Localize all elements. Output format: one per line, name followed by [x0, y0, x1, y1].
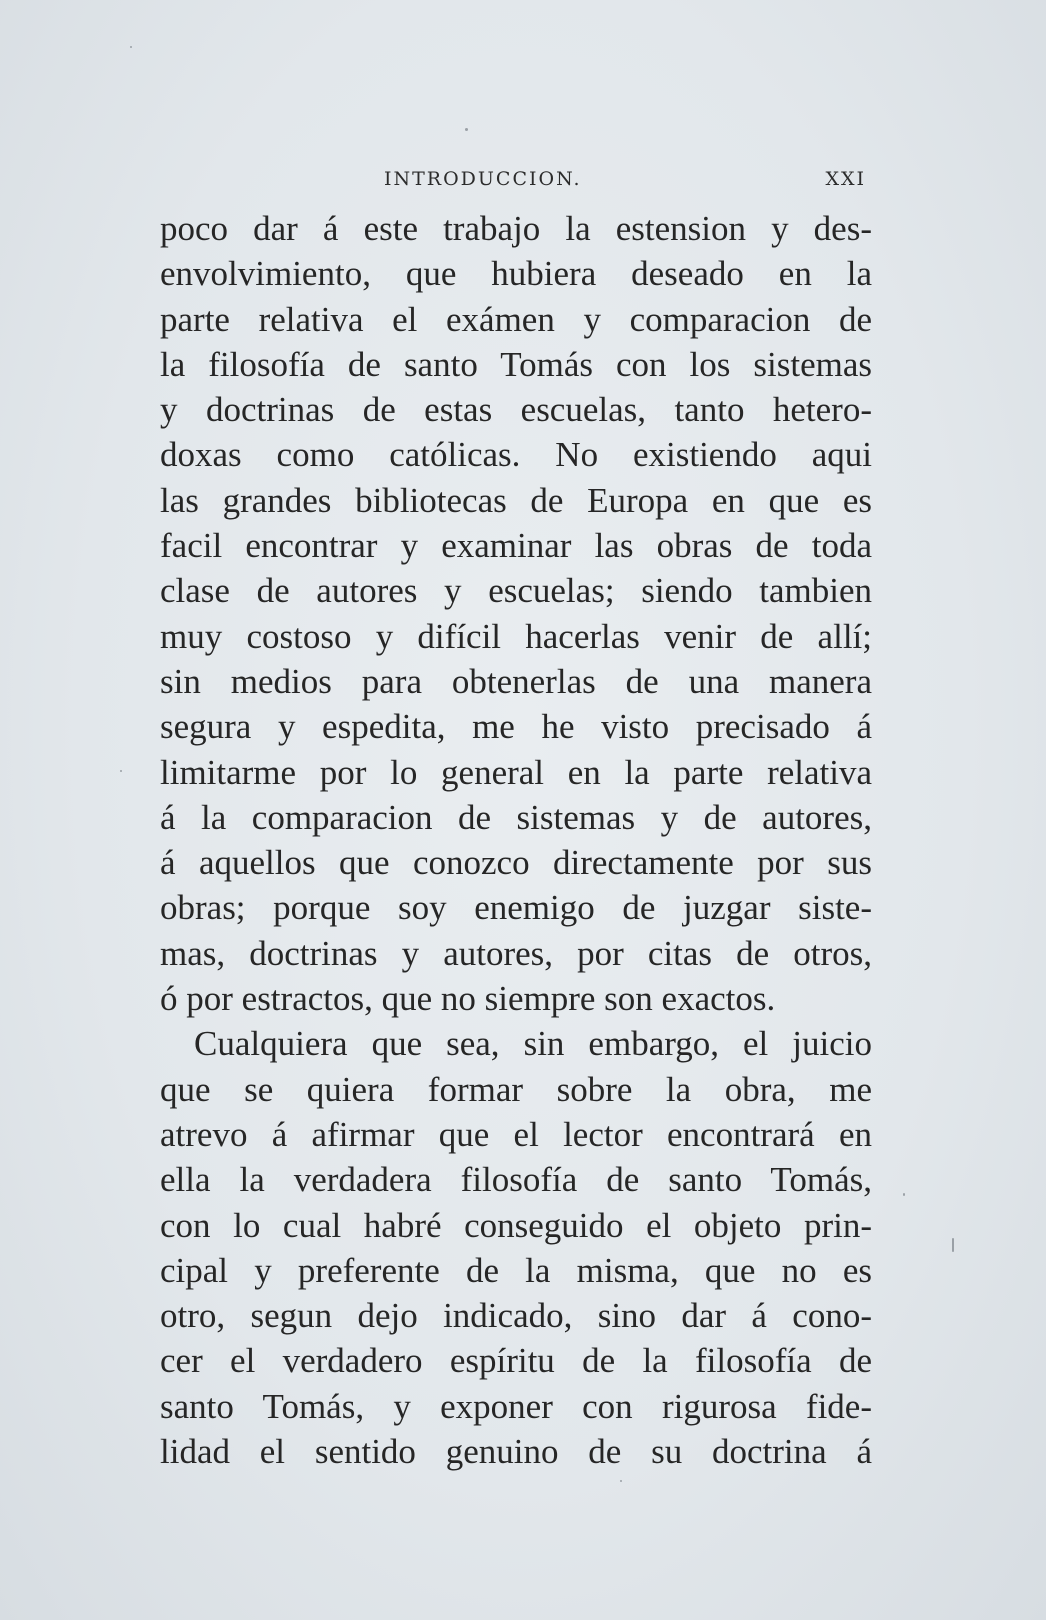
running-head	[160, 168, 872, 196]
paper-speck	[620, 1480, 622, 1482]
page-number: XXI	[825, 168, 866, 190]
text-line: cer el verdadero espíritu de la filosofía de	[160, 1341, 872, 1381]
running-head-title: INTRODUCCION.	[384, 168, 582, 190]
text-line: envolvimiento, que hubiera deseado en la	[160, 254, 872, 294]
paper-speck	[903, 1193, 905, 1196]
text-line: las grandes bibliotecas de Europa en que es	[160, 480, 872, 520]
text-line: sin medios para obtenerlas de una manera	[160, 661, 872, 701]
text-line: ella la verdadera filosofía de santo Tomás,	[160, 1160, 872, 1200]
text-line: clase de autores y escuelas; siendo tambien	[160, 571, 872, 611]
text-line: mas, doctrinas y autores, por citas de otros,	[160, 933, 872, 973]
body-text	[160, 206, 872, 1474]
text-line: facil encontrar y examinar las obras de toda	[160, 526, 872, 566]
text-line-paragraph-start: Cualquiera que sea, sin embargo, el juicio	[194, 1024, 872, 1064]
text-line: á aquellos que conozco directamente por sus	[160, 843, 872, 883]
text-line: parte relativa el exámen y comparacion de	[160, 299, 872, 339]
text-line: y doctrinas de estas escuelas, tanto hetero-	[160, 390, 872, 430]
paper-speck	[120, 770, 122, 772]
text-line: segura y espedita, me he visto precisado á	[160, 707, 872, 747]
text-line: con lo cual habré conseguido el objeto prin-	[160, 1205, 872, 1245]
text-line: muy costoso y difícil hacerlas venir de allí;	[160, 616, 872, 656]
paper-speck	[952, 1238, 954, 1252]
text-line: lidad el sentido genuino de su doctrina á	[160, 1432, 872, 1472]
text-line: atrevo á afirmar que el lector encontrará en	[160, 1114, 872, 1154]
text-line: santo Tomás, y exponer con rigurosa fide-	[160, 1386, 872, 1426]
text-line: otro, segun dejo indicado, sino dar á cono-	[160, 1296, 872, 1336]
text-line: cipal y preferente de la misma, que no es	[160, 1250, 872, 1290]
paper-speck	[465, 128, 468, 131]
text-line: doxas como católicas. No existiendo aqui	[160, 435, 872, 475]
text-line: limitarme por lo general en la parte relativa	[160, 752, 872, 792]
text-line: poco dar á este trabajo la estension y des-	[160, 209, 872, 248]
text-line: á la comparacion de sistemas y de autores,	[160, 797, 872, 837]
text-line: que se quiera formar sobre la obra, me	[160, 1069, 872, 1109]
text-line: ó por estractos, que no siempre son exactos.	[160, 979, 776, 1019]
paper-speck	[130, 46, 132, 48]
text-line: obras; porque soy enemigo de juzgar siste-	[160, 888, 872, 928]
text-line: la filosofía de santo Tomás con los sistemas	[160, 344, 872, 384]
